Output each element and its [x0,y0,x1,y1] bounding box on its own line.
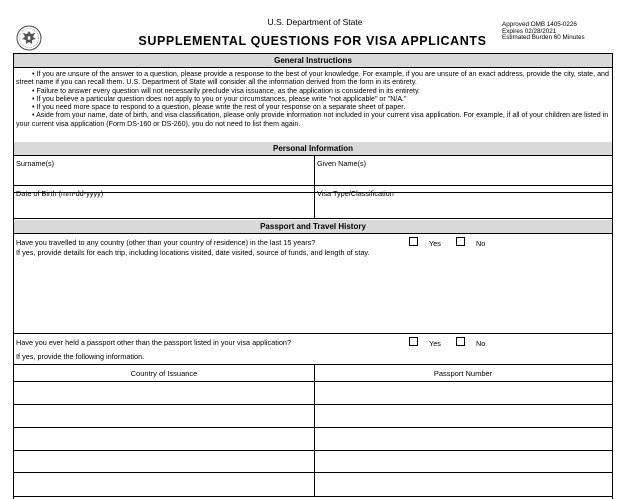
travel-no-label: No [476,239,486,248]
date-of-birth-field[interactable] [14,186,314,218]
passport-details-prompt: If yes, provide the following information. [16,352,145,361]
passport-table-row[interactable] [14,473,612,497]
general-instructions-heading: General Instructions [14,54,612,68]
omb-approval: Approved OMB 1405-0226 [502,21,577,28]
instruction-item: • If you are unsure of the answer to a question, please provide a response to the best of your knowledge. For example, if you are unsure of an exact address, provide the city, state, and street name if you can recall them. U.S. Department of State will consider all the information derived from the form in its entirety. [16,70,609,87]
column-divider [314,473,315,496]
given-name-label: Given Name(s) [317,159,367,168]
omb-info [502,22,585,42]
instruction-item: • If you need more space to respond to a question, please write the rest of your response on a separate sheet of paper. [16,103,609,111]
passport-table-row[interactable] [14,382,612,405]
passport-question: Have you ever held a passport other than the passport listed in your visa application? [16,338,292,347]
omb-burden: Estimated Burden 60 Minutes [502,34,585,42]
agency-name: U.S. Department of State [267,17,363,27]
surname-label: Surname(s) [16,159,55,168]
travel-details-prompt: If yes, provide details for each trip, including locations visited, date visited, source of funds, and length of stay. [16,248,370,257]
travel-no-checkbox[interactable] [456,237,465,246]
travel-yes-label: Yes [429,239,441,248]
passport-question-block[interactable] [14,334,612,364]
date-of-birth-label: Date of Birth (mm-dd-yyyy) [16,189,104,198]
passport-travel-heading: Passport and Travel History [14,220,612,234]
form-title: SUPPLEMENTAL QUESTIONS FOR VISA APPLICANTS [138,34,487,48]
passport-table-row[interactable] [14,405,612,428]
surname-field[interactable] [14,156,314,185]
personal-information-heading: Personal Information [14,142,612,156]
passport-number-column-header: Passport Number [433,369,493,378]
form-header [0,0,627,52]
passport-yes-label: Yes [429,339,441,348]
department-of-state-seal-icon [16,25,42,51]
visa-type-field[interactable] [314,186,612,218]
dob-row [14,186,612,219]
passport-table-header [14,364,612,382]
column-divider [314,405,315,427]
omb-expiration: Expires 02/28/2021 [502,27,557,35]
instruction-item: • If you believe a particular question does not apply to you or your circumstances, please write "not applicable" or "N/A." [16,95,609,103]
column-divider [314,428,315,450]
travel-yes-checkbox[interactable] [409,237,418,246]
travel-question: Have you travelled to any country (other than your country of residence) in the last 15 years? [16,238,316,247]
instruction-item: • Aside from your name, date of birth, and visa classification, please only provide information not included in your current visa application. For example, if all of your children are listed in your current visa application (Form DS-160 or DS-260), you do not need to list them again. [16,111,609,128]
country-column-header: Country of Issuance [130,369,198,378]
passport-no-label: No [476,339,486,348]
column-divider [314,382,315,404]
column-divider [314,451,315,472]
instruction-item: • Failure to answer every question will not necessarily preclude visa issuance, as the application is considered in its entirety. [16,87,609,95]
passport-no-checkbox[interactable] [456,337,465,346]
passport-table-row[interactable] [14,428,612,451]
passport-yes-checkbox[interactable] [409,337,418,346]
visa-type-label: Visa Type/Classification [317,189,394,198]
travel-question-block[interactable] [14,234,612,334]
visa-form [13,53,613,499]
passport-table-row[interactable] [14,451,612,473]
given-name-field[interactable] [314,156,612,185]
name-row [14,156,612,186]
